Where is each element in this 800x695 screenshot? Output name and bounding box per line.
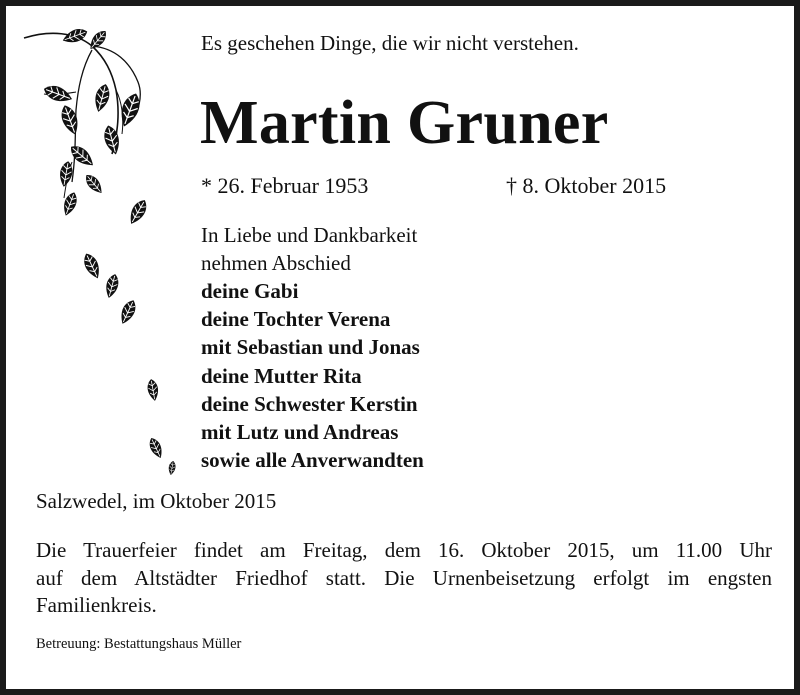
mourner-line: deine Tochter Verena (201, 307, 391, 332)
mourner-line: deine Mutter Rita (201, 363, 362, 388)
farewell-intro (201, 221, 417, 277)
funeral-line: auf dem Altstädter Friedhof statt. Die Urnenbeisetzung erfolgt im engsten (36, 565, 772, 590)
place-and-date: Salzwedel, im Oktober 2015 (36, 489, 277, 513)
mourner-line: sowie alle Anverwandten (201, 448, 424, 473)
funeral-line: Familienkreis. (36, 593, 157, 617)
deceased-name: Martin Gruner (200, 89, 609, 157)
death-date: † 8. Oktober 2015 (506, 173, 667, 198)
undertaker-credit: Betreuung: Bestattungshaus Müller (36, 636, 242, 652)
mourners-list (201, 277, 424, 474)
funeral-details (36, 537, 772, 620)
mourner-line: deine Gabi (201, 279, 299, 303)
falling-birch-leaves-icon (20, 22, 195, 482)
intro-line: nehmen Abschied (201, 251, 351, 275)
mourner-line: deine Schwester Kerstin (201, 391, 418, 416)
mourner-line: mit Sebastian und Jonas (201, 335, 420, 360)
intro-line: In Liebe und Dankbarkeit (201, 223, 418, 247)
mourner-line: mit Lutz und Andreas (201, 420, 399, 445)
motto-quote: Es geschehen Dinge, die wir nicht verstehen. (201, 31, 579, 55)
funeral-line: Die Trauerfeier findet am Freitag, dem 16. Oktober 2015, um 11.00 Uhr (36, 538, 772, 562)
birth-date: * 26. Februar 1953 (201, 173, 369, 198)
